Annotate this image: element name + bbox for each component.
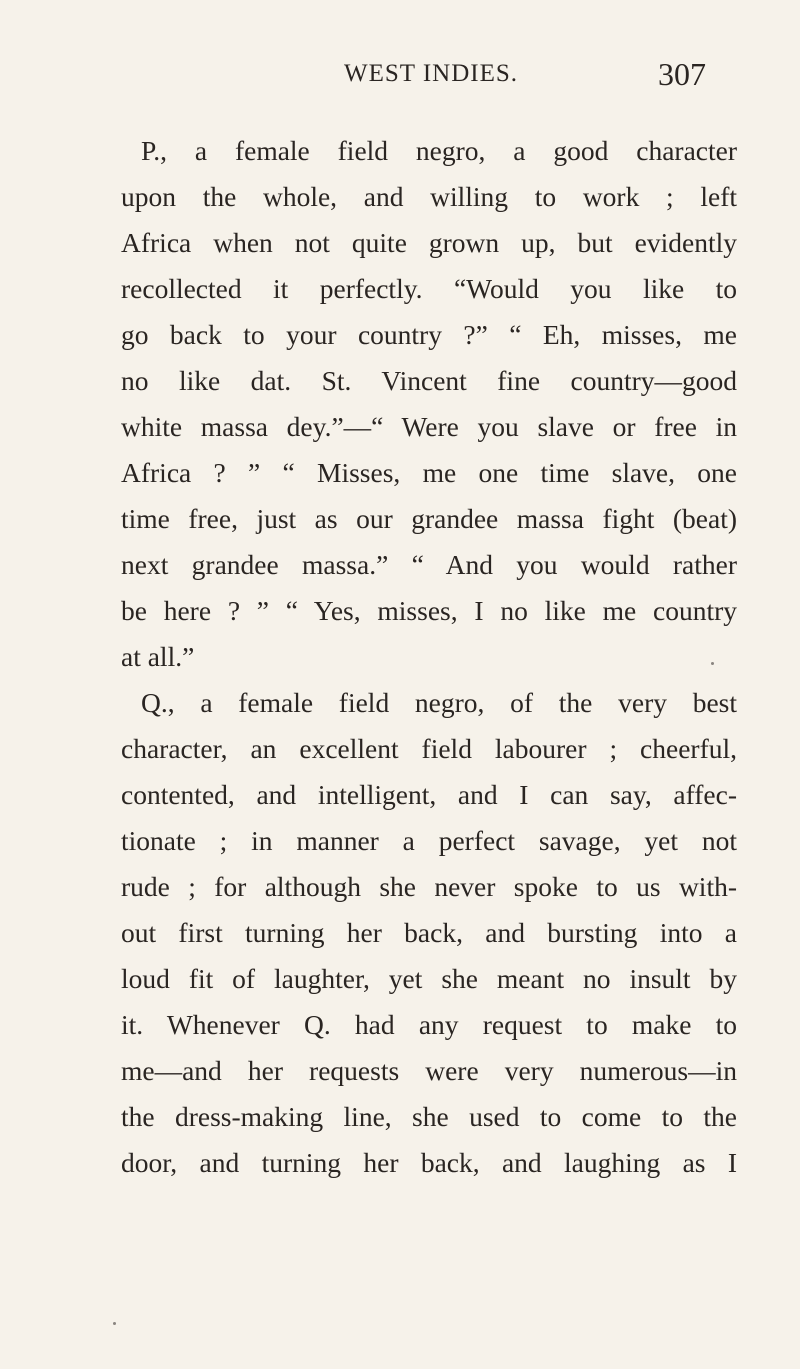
- text-line: out first turning her back, and bursting into a: [121, 917, 737, 948]
- text-line: tionate ; in manner a perfect savage, yet not: [121, 825, 737, 856]
- page-number: 307: [658, 56, 706, 92]
- text-line: Africa ? ” “ Misses, me one time slave, one: [121, 457, 737, 488]
- text-line: P., a female field negro, a good character: [141, 135, 737, 166]
- text-line: be here ? ” “ Yes, misses, I no like me country: [121, 595, 737, 626]
- text-line: the dress-making line, she used to come to the: [121, 1101, 737, 1132]
- text-line: upon the whole, and willing to work ; left: [121, 181, 737, 212]
- text-line: contented, and intelligent, and I can say, affec-: [121, 779, 737, 810]
- text-line: Q., a female field negro, of the very best: [141, 687, 737, 718]
- running-head: [0, 56, 800, 96]
- text-line: no like dat. St. Vincent fine country—good: [121, 365, 737, 396]
- paper-speck: [711, 662, 714, 665]
- running-title: WEST INDIES.: [344, 60, 519, 87]
- text-line: loud fit of laughter, yet she meant no insult by: [121, 963, 737, 994]
- text-line: go back to your country ?” “ Eh, misses, me: [121, 319, 737, 350]
- text-line: white massa dey.”—“ Were you slave or free in: [121, 411, 737, 442]
- text-line: door, and turning her back, and laughing as I: [121, 1147, 737, 1178]
- text-line: it. Whenever Q. had any request to make to: [121, 1009, 737, 1040]
- text-line: recollected it perfectly. “Would you like to: [121, 273, 737, 304]
- paper-speck: [113, 1322, 116, 1325]
- text-line: Africa when not quite grown up, but evidently: [121, 227, 737, 258]
- text-line: character, an excellent field labourer ; cheerful,: [121, 733, 737, 764]
- text-line: next grandee massa.” “ And you would rather: [121, 549, 737, 580]
- text-line: rude ; for although she never spoke to us with-: [121, 871, 737, 902]
- text-line: at all.”: [121, 641, 195, 672]
- text-line: time free, just as our grandee massa fight (beat): [121, 503, 737, 534]
- text-line: me—and her requests were very numerous—in: [121, 1055, 737, 1086]
